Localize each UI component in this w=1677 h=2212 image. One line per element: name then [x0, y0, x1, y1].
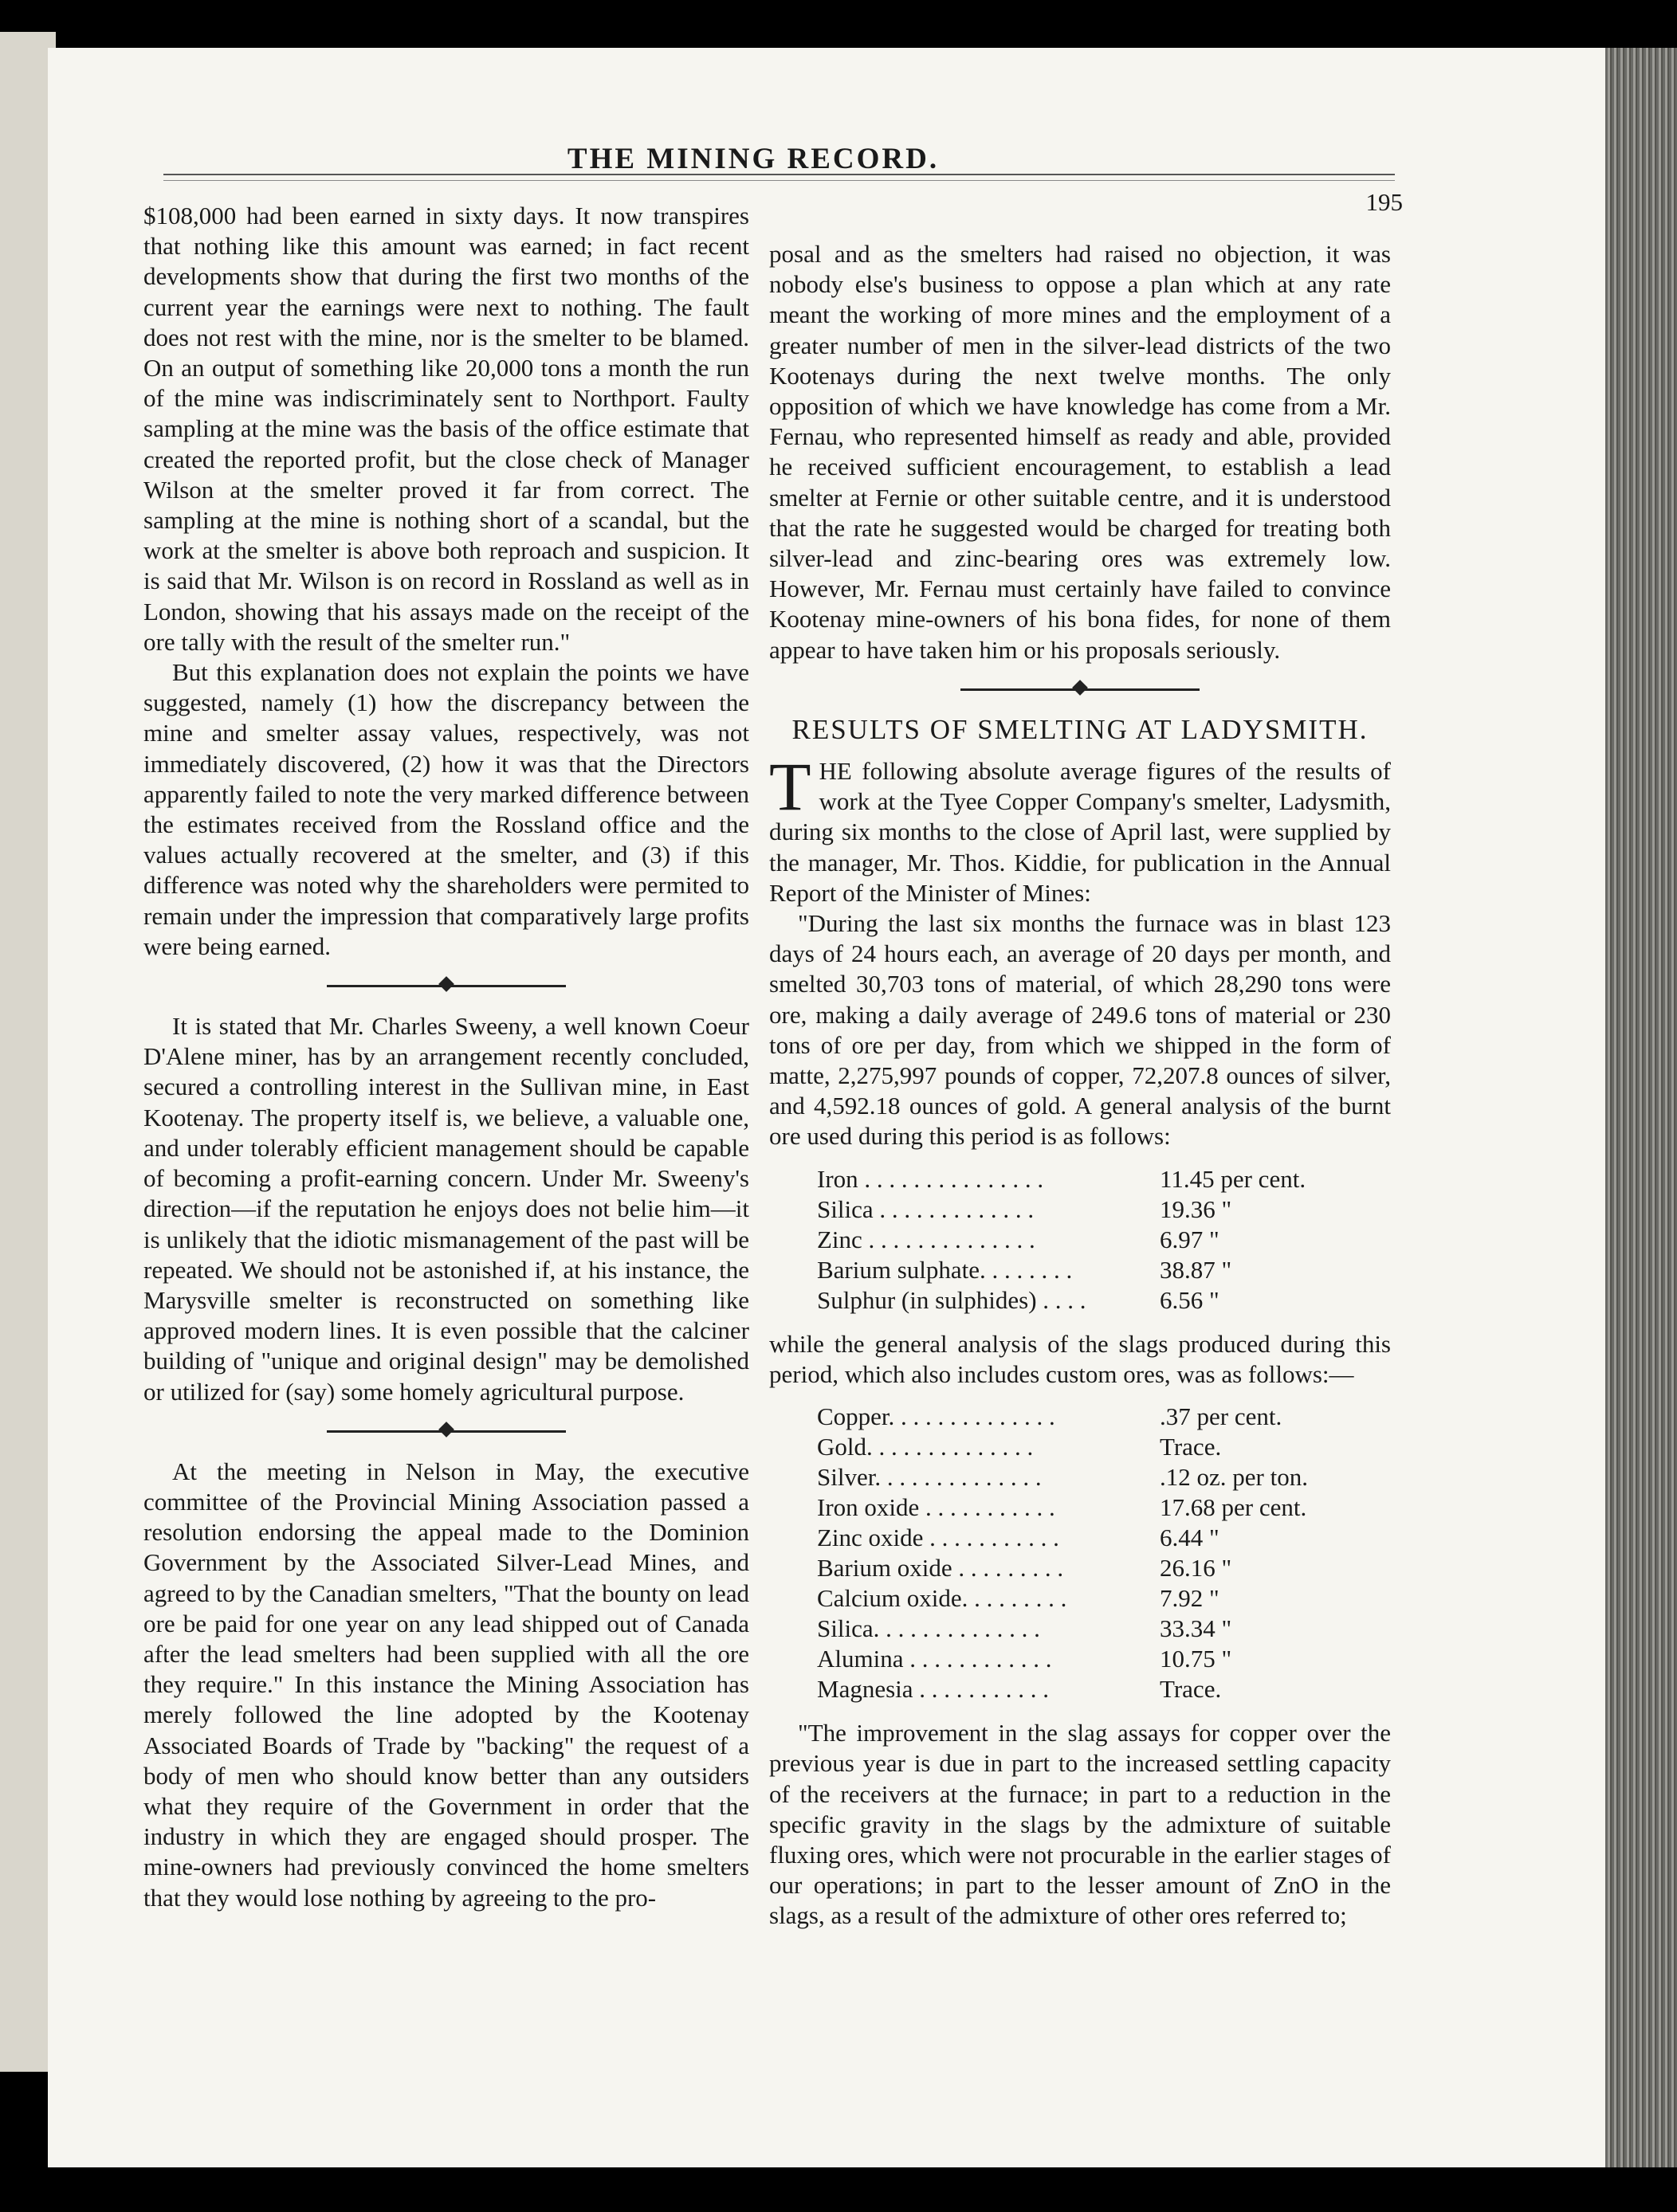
header-rule-thin — [163, 180, 1395, 181]
analysis-label: Gold. . . . . . . . . . . . . . — [817, 1433, 1034, 1461]
paragraph: At the meeting in Nelson in May, the executive committee of the Provincial Mining Association passed a resolution endorsing the appeal made to the Dominion Government by the Associated Silver-Lead Mines, and agreed to by the Canadian smelters, "That the bounty on lead ore be paid for one year on any lead shipped out of Canada after the lead smelters had been supplied with all the ore they require." In this instance the Mining Association has merely followed the line adopted by the Kootenay Associated Boards of Trade by "backing" the request of a body of men who should know better than any outsiders what they require of the Government in order that the industry in which they are engaged should prosper. The mine-owners had previously convinced the home smelters that they would lose nothing by agreeing to the pro- — [143, 1457, 749, 1912]
analysis-row — [817, 1614, 1308, 1645]
analysis-label: Magnesia . . . . . . . . . . . — [817, 1675, 1050, 1704]
analysis-label: Silver. . . . . . . . . . . . . . — [817, 1463, 1042, 1492]
paragraph-text: HE following absolute average figures of the results of work at the Tyee Copper Company's smelter, Ladysmith, during six months to the close of April last, were supplied by the manager, Mr. Thos. Kiddie, for publication in the Annual Report of the Minister of Mines: — [769, 757, 1391, 907]
running-head: THE MINING RECORD. — [567, 143, 940, 175]
paragraph-with-drop-cap — [769, 748, 1391, 908]
analysis-row — [817, 1584, 1308, 1614]
analysis-row — [817, 1493, 1308, 1524]
analysis-label: Zinc oxide . . . . . . . . . . . — [817, 1524, 1059, 1552]
analysis-label: Sulphur (in sulphides) . . . . — [817, 1285, 1086, 1314]
analysis-label: Calcium oxide. . . . . . . . . — [817, 1584, 1067, 1613]
analysis-label: Barium oxide . . . . . . . . . — [817, 1554, 1064, 1583]
analysis-label: Copper. . . . . . . . . . . . . . — [817, 1402, 1055, 1431]
analysis-value: 11.45 per cent. — [1160, 1164, 1306, 1193]
analysis-label: Iron . . . . . . . . . . . . . . . — [817, 1164, 1044, 1193]
header-rule — [163, 174, 1395, 175]
analysis-row — [817, 1226, 1306, 1256]
analysis-label: Silica . . . . . . . . . . . . . — [817, 1194, 1035, 1223]
analysis-value: 38.87 " — [1160, 1255, 1232, 1284]
page-number: 195 — [1365, 188, 1403, 216]
analysis-value: 26.16 " — [1160, 1554, 1232, 1583]
analysis-label: Zinc . . . . . . . . . . . . . . — [817, 1225, 1035, 1253]
ore-analysis-table — [817, 1165, 1306, 1316]
section-divider — [960, 680, 1200, 699]
analysis-value: 6.97 " — [1160, 1225, 1219, 1253]
page-header — [120, 142, 1403, 216]
analysis-row — [817, 1195, 1306, 1226]
paragraph: "During the last six months the furnace was in blast 123 days of 24 hours each, an average of 20 days per month, and smelted 30,703 tons of material, of which 28,290 tons were ore, making a daily average of 249.6 tons of material or 230 tons of ore per day, from which we shipped in the form of matte, 2,275,997 pounds of copper, 72,207.8 ounces of silver, and 4,592.18 ounces of gold. A general analysis of the burnt ore used during this period is as follows: — [769, 909, 1391, 1151]
drop-cap: T — [769, 748, 811, 826]
analysis-value: Trace. — [1160, 1433, 1222, 1461]
analysis-value: 7.92 " — [1160, 1584, 1219, 1613]
analysis-value: Trace. — [1160, 1675, 1222, 1704]
page-edges — [1605, 48, 1677, 2167]
analysis-value: 19.36 " — [1160, 1194, 1232, 1223]
analysis-row — [817, 1675, 1308, 1705]
right-column — [769, 239, 1391, 1932]
slag-analysis-table — [817, 1402, 1308, 1705]
analysis-label: Silica. . . . . . . . . . . . . . — [817, 1614, 1040, 1643]
analysis-value: 6.44 " — [1160, 1524, 1219, 1552]
analysis-label: Alumina . . . . . . . . . . . . — [817, 1645, 1052, 1673]
analysis-row — [817, 1286, 1306, 1316]
analysis-row — [817, 1554, 1308, 1584]
section-divider — [327, 976, 566, 995]
paragraph: posal and as the smelters had raised no objection, it was nobody else's business to oppose a plan which at any rate meant the working of more mines and the employment of a greater number of men in the silver-lead districts of the two Kootenays during the next twelve months. The only opposition of which we have knowledge has come from a Mr. Fernau, who represented himself as ready and able, provided he received sufficient encouragement, to establish a lead smelter at Fernie or other suitable centre, and it is understood that the rate he suggested would be charged for treating both silver-lead and zinc-bearing ores was extremely low. However, Mr. Fernau must certainly have failed to convince Kootenay mine-owners of his bona fides, for none of them appear to have taken him or his proposals seriously. — [769, 240, 1391, 664]
analysis-row — [817, 1256, 1306, 1286]
section-title: RESULTS OF SMELTING AT LADYSMITH. — [791, 713, 1369, 745]
analysis-row — [817, 1165, 1306, 1195]
paragraph: while the general analysis of the slags produced during this period, which also includes custom ores, was as follows:— — [769, 1329, 1391, 1388]
analysis-value: 17.68 per cent. — [1160, 1493, 1307, 1522]
analysis-value: 10.75 " — [1160, 1645, 1232, 1673]
analysis-label: Iron oxide . . . . . . . . . . . — [817, 1493, 1055, 1522]
paragraph: But this explanation does not explain the points we have suggested, namely (1) how the discrepancy between the mine and smelter assay values, respectively, was not immediately discovered, (2) how it was that the Directors apparently failed to note the very marked difference between the estimates received from the Rossland office and the values actually recovered at the smelter, and (3) if this difference was noted why the shareholders were permited to remain under the impression that comparatively large profits were being earned. — [143, 658, 749, 960]
section-divider — [327, 1422, 566, 1441]
paragraph: It is stated that Mr. Charles Sweeny, a well known Coeur D'Alene miner, has by an arrangement recently concluded, secured a controlling interest in the Sullivan mine, in East Kootenay. The property itself is, we believe, a valuable one, and under tolerably efficient management should be capable of becoming a profit-earning concern. Under Mr. Sweeny's direction—if the reputation he enjoys does not belie him—it is unlikely that the idiotic mismanagement of the past will be repeated. We should not be astonished if, at his instance, the Marysville smelter is reconstructed on something like approved modern lines. It is even possible that the calciner building of "unique and original design" may be demolished or utilized for (say) some homely agricultural purpose. — [143, 1012, 749, 1406]
analysis-row — [817, 1433, 1308, 1463]
analysis-value: 6.56 " — [1160, 1285, 1219, 1314]
analysis-row — [817, 1463, 1308, 1493]
analysis-value: 33.34 " — [1160, 1614, 1232, 1643]
analysis-label: Barium sulphate. . . . . . . . — [817, 1255, 1073, 1284]
paragraph: "The improvement in the slag assays for copper over the previous year is due in part to the increased settling capacity of the receivers at the furnace; in part to a reduction in the specific gravity in the slags by the admixture of suitable fluxing ores, which were not procurable in the earlier stages of our operations; in part to the lesser amount of ZnO in the slags, as a result of the admixture of other ores referred to; — [769, 1719, 1391, 1930]
analysis-value: .12 oz. per ton. — [1160, 1463, 1308, 1492]
analysis-row — [817, 1645, 1308, 1675]
analysis-value: .37 per cent. — [1160, 1402, 1282, 1431]
paragraph: $108,000 had been earned in sixty days. It now transpires that nothing like this amount was earned; in fact recent developments show that during the first two months of the current year the earnings were next to nothing. The fault does not rest with the mine, nor is the smelter to be blamed. On an output of something like 20,000 tons a month the run of the mine was indiscriminately sent to Northport. Faulty sampling at the mine was the basis of the office estimate that created the reported profit, but the close check of Manager Wilson at the smelter proved it far from correct. The sampling at the mine is nothing short of a scandal, but the work at the smelter is above both reproach and suspicion. It is said that Mr. Wilson is on record in Rossland as well as in London, showing that his assays made on the receipt of the ore tally with the result of the smelter run." — [143, 202, 749, 656]
analysis-row — [817, 1402, 1308, 1433]
left-column — [143, 201, 749, 1913]
analysis-row — [817, 1524, 1308, 1554]
